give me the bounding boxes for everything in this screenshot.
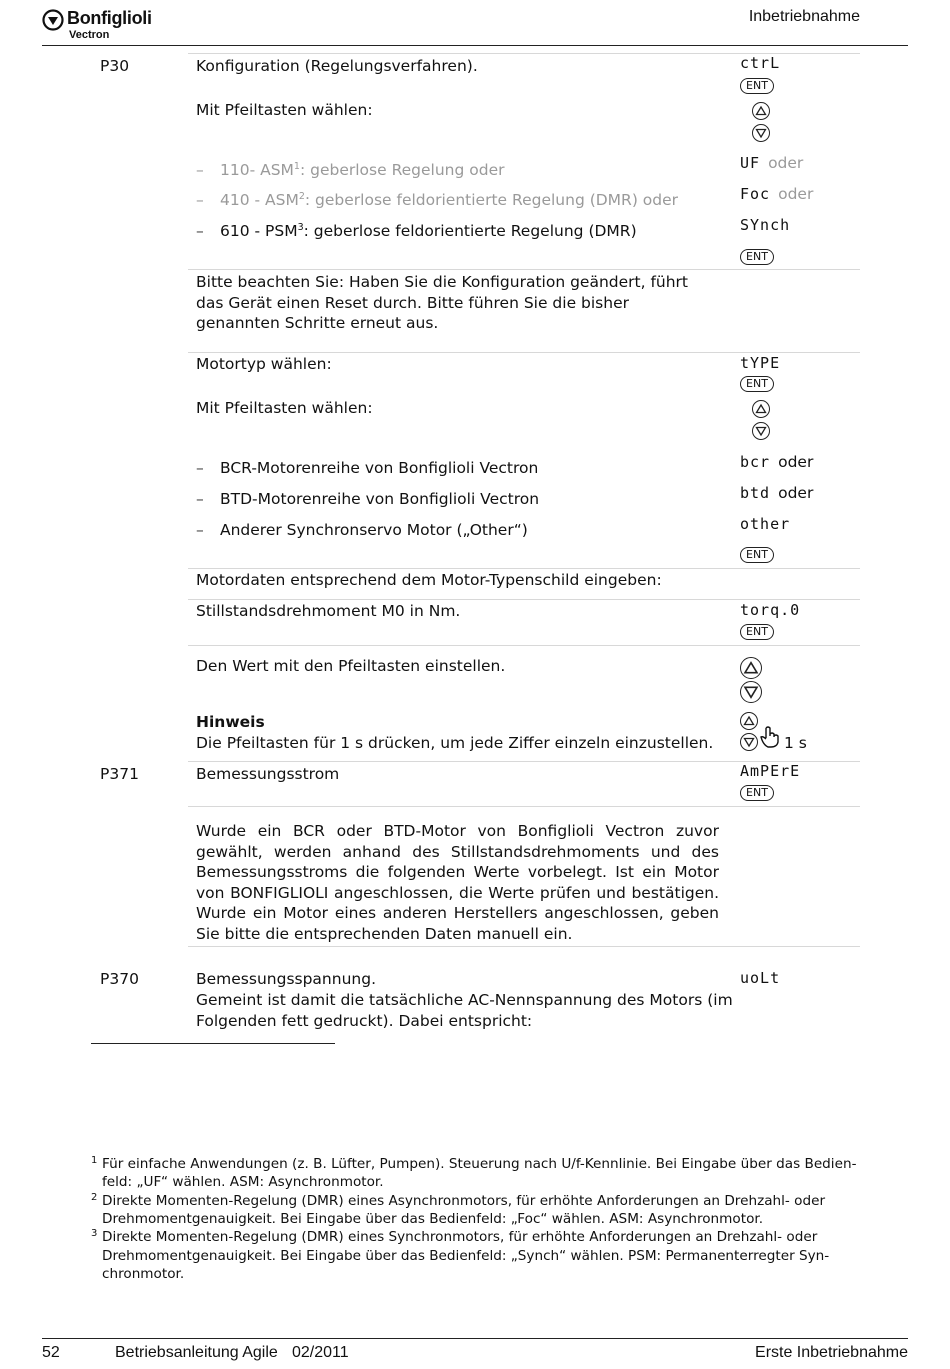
ent-key-icon: ENT [740,547,774,563]
motor-title: Motortyp wählen: [196,355,332,373]
p370-line3: Folgenden fett gedruckt). Dabei entspricht: [196,1012,533,1030]
motor-arrows-text: Mit Pfeiltasten wählen: [196,399,373,417]
page-number: 52 [42,1344,60,1361]
hint-time: 1 s [784,734,807,752]
lcd-uf: UF oder [740,154,804,172]
arrow-down-key-icon [740,681,762,703]
ent-key-icon: ENT [740,249,774,265]
p370-line1: Bemessungsspannung. [196,970,376,988]
p371-text: Wurde ein BCR oder BTD-Motor von Bonfiglioli Vectron zuvor gewählt, werden anhand des Stillstandsdrehmoments und des Bemessungsstroms die folgenden Werte vorbelegt. Ist ein Motor von BONFIGLIOLI angeschlossen, die Werte prüfen und bestätigen. Wurde ein Motor eines anderen Herstellers angeschlossen, geben Sie bitte die entsprechenden Daten manuell ein. [196,822,719,943]
dash-bullet: – [196,222,204,240]
p370-line2: Gemeint ist damit die tatsächliche AC-Nennspannung des Motors (im [196,991,733,1009]
p30-note: Bitte beachten Sie: Haben Sie die Konfiguration geändert, führt das Gerät einen Reset durch. Bitte führen Sie die bisher genannten Schritte erneut aus. [196,273,689,333]
chapter-title: Erste Inbetriebnahme [755,1344,908,1361]
lcd-other: other [740,515,791,533]
row-divider [188,352,860,353]
arrow-up-key-icon [740,712,758,730]
row-divider [188,645,860,646]
dash-bullet: – [196,521,204,539]
header-rule [42,45,908,46]
param-p30: P30 [100,57,130,75]
p30-title: Konfiguration (Regelungsverfahren). [196,57,478,75]
bonfiglioli-logo-icon [42,9,64,31]
p371-title: Bemessungsstrom [196,765,340,783]
lcd-ampere: AmPErE [740,762,801,780]
lcd-type: tYPE [740,354,781,372]
footer-rule [42,1338,908,1339]
p30-option-410: 410 - ASM$^2$: geberlose feldorientierte Regelung (DMR) oder [220,191,679,210]
row-divider [188,946,860,947]
param-p370: P370 [100,970,139,988]
lcd-btd: btd oder [740,484,814,502]
param-p371: P371 [100,765,139,783]
manual-title: Betriebsanleitung Agile [115,1344,278,1361]
arrow-down-key-icon [752,422,770,440]
ent-key-icon: ENT [740,624,774,640]
p30-arrows-text: Mit Pfeiltasten wählen: [196,101,373,119]
arrow-down-key-icon [752,124,770,142]
section-title: Inbetriebnahme [748,8,860,25]
motor-option-other: Anderer Synchronservo Motor („Other“) [220,521,528,539]
ent-key-icon: ENT [740,376,774,392]
ent-key-icon: ENT [740,78,774,94]
lcd-torq: torq.0 [740,601,801,619]
hint-title: Hinweis [196,713,265,731]
lcd-synch: SYnch [740,216,791,234]
arrow-down-key-icon [740,733,758,751]
motor-option-btd: BTD-Motorenreihe von Bonfiglioli Vectron [220,490,540,508]
hint-text: Die Pfeiltasten für 1 s drücken, um jede Ziffer einzeln einzustellen. [196,734,714,752]
lcd-foc: Foc oder [740,185,814,203]
m0-text: Stillstandsdrehmoment M0 in Nm. [196,602,461,620]
ent-key-icon: ENT [740,785,774,801]
motor-option-bcr: BCR-Motorenreihe von Bonfiglioli Vectron [220,459,539,477]
dash-bullet: – [196,459,204,477]
brand-sub: Vectron [69,29,110,41]
dash-bullet: – [196,191,204,209]
row-divider [188,568,860,569]
p30-option-110: 110- ASM$^1$: geberlose Regelung oder [220,161,505,180]
dash-bullet: – [196,161,204,179]
row-divider [188,599,860,600]
row-divider [188,269,860,270]
motor-data-text: Motordaten entsprechend dem Motor-Typenschild eingeben: [196,571,662,589]
pressing-finger-icon [760,726,780,748]
lcd-bcr: bcr oder [740,453,814,471]
p30-option-610: 610 - PSM$^3$: geberlose feldorientierte Regelung (DMR) [220,222,637,241]
brand-name: Bonfiglioli [67,8,152,28]
arrow-up-key-icon [740,657,762,679]
arrow-up-key-icon [752,400,770,418]
footnote-separator [91,1043,335,1044]
dash-bullet: – [196,490,204,508]
brand-logo [42,8,172,44]
lcd-ctrl: ctrL [740,54,781,72]
value-text: Den Wert mit den Pfeiltasten einstellen. [196,657,506,675]
arrow-up-key-icon [752,102,770,120]
lcd-volt: uoLt [740,969,781,987]
row-divider [188,806,860,807]
manual-date: 02/2011 [292,1344,349,1361]
